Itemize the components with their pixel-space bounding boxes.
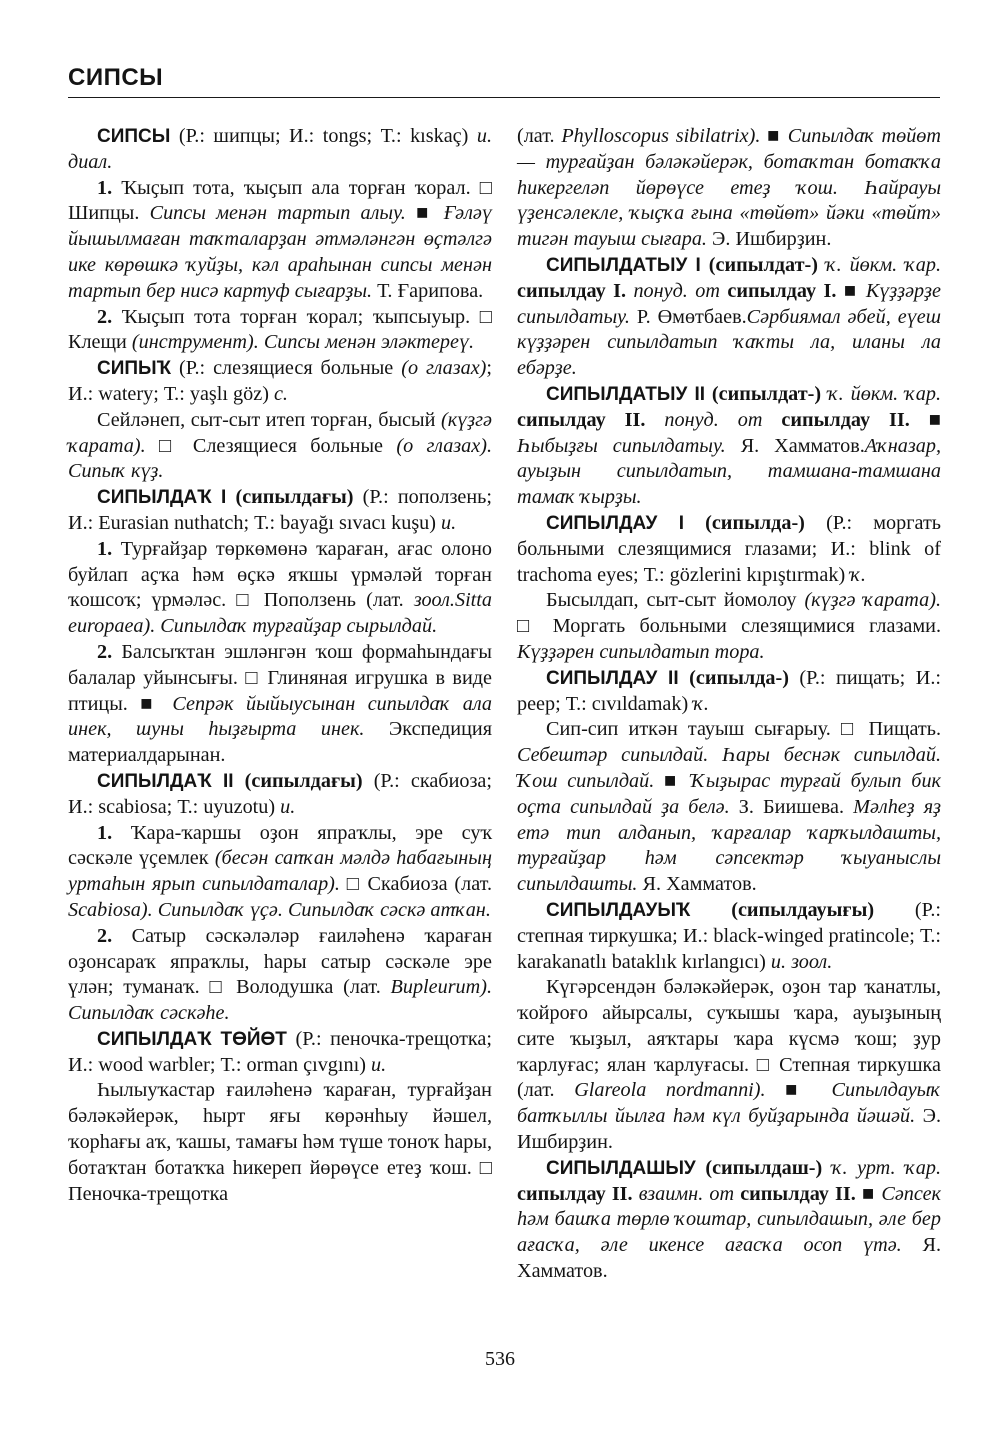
headword-form: (сипылда-) — [683, 511, 805, 534]
text: (лат. — [517, 125, 562, 147]
headword-form: (сипылдат-) — [700, 253, 818, 276]
text: (Р.: степная тиркушка; И.: black-winged pratincole; Т.: karakanatlı bataklık kırlangıcı) — [517, 898, 941, 973]
label: с. — [273, 382, 288, 405]
label: ҡ. йөкм. ҡар. — [817, 253, 941, 276]
dictionary-paragraph — [68, 821, 492, 924]
text: Турғайҙар төркөмөнә ҡараған, ағас олоно буйлап аҫҡа һәм өҫкә яҡшы үрмәләй торған ҡошсоҡ; үрмәләс. □ Поползень (лат. — [68, 537, 492, 612]
headword: СИПЫЛДАҠ II — [97, 770, 234, 792]
dictionary-paragraph — [517, 124, 941, 253]
headword-form: (сипылдат-) — [705, 382, 822, 405]
label: Sitta europaea). Сипылдаҡ турғайҙар сырылдай. — [68, 589, 492, 638]
author: З. Биишева. — [729, 795, 845, 818]
author: Э. Ишбирҙин. — [517, 1105, 941, 1154]
text: Сейләнеп, сыт-сыт итеп торған, бысый — [97, 408, 442, 431]
label: понуд. от — [626, 279, 720, 302]
label: и. — [370, 1053, 387, 1076]
label: (о глазах) — [401, 357, 487, 380]
ref: сипылдау I. — [517, 279, 627, 302]
headword-form: (сипылдауығы) — [690, 898, 875, 921]
author: Я. Хамматов. — [637, 873, 757, 896]
separator: ■ — [909, 408, 941, 431]
ref: сипылдау II. — [517, 408, 646, 431]
label: ҡ. йөкм. ҡар. — [821, 382, 941, 405]
label: (күҙгә ҡарата). — [804, 589, 941, 612]
text: Күгәрсендән бәләкәйерәк, оҙон тар ҡанатлы, ҡойроғо айырсалы, суҡышы ҡара, ауыҙының сите ҡыҙыл, аяҡтары ҡара күсмә ҡош; ҙур ҡарлуғас; ялан ҡарлуғасы. □ Степная тиркушка (лат. — [517, 976, 941, 1102]
dictionary-paragraph — [517, 666, 941, 718]
label: (бесән сапҡан мәлдә һабағының уртаһын ярып сипылдаталар). — [68, 847, 492, 896]
headword: СИПЫЛДАҠ I — [97, 487, 227, 509]
dictionary-paragraph — [68, 769, 492, 821]
ref: сипылдау II. — [762, 408, 910, 431]
label: (о глазах). Сипыҡ күҙ. — [68, 434, 492, 483]
ref: сипылдау II. — [734, 1182, 856, 1205]
label: взаимн. от — [632, 1182, 735, 1205]
header-rule — [68, 97, 940, 98]
label: Glareola nordmanni). — [574, 1079, 766, 1102]
headword-form: (сипылдағы) — [226, 486, 354, 509]
text: Һылыуҡастар ғаиләһенә ҡараған, турғайҙан бәләкәйерәк, һырт яғы көрәнһыу йәшел, ҡорһағы аҡ, ҡашы, тамағы һәм түше тоноҡ һары, ботаҡтан ботаҡҡа һикереп йөрөүсе етеҙ ҡош. □ Пеночка-трещотка — [68, 1079, 492, 1205]
text: Балсыҡтан эшләнгән ҡош формаһындағы балалар уйынсығы. □ Глиняная игрушка в виде птицы. — [68, 640, 492, 715]
ref: сипылдау I. — [719, 279, 837, 302]
text: ; И.: watery; Т.: yaşlı göz) — [68, 357, 492, 405]
headword: СИПЫЛДАШЫУ — [546, 1157, 696, 1179]
dictionary-paragraph — [68, 356, 492, 408]
separator: ■ — [654, 769, 691, 792]
separator: ■ — [855, 1182, 882, 1205]
text: Сатыр сәскәләләр ғаиләһенә ҡараған оҙонсараҡ япраҡлы, һары сатыр сәскәле эре үлән; туманаҡ. □ Володушка (лат. — [68, 924, 492, 999]
text: (Р.: пеночка-трещотка; И.: wood warbler; Т.: orman çıvgını) — [68, 1027, 492, 1076]
label: Себештәр сипылдай. Һары беснәк сипылдай. Ҡош сипылдай. — [517, 744, 941, 792]
headword: СИПЫЛДАТЫУ II — [546, 383, 706, 405]
label: ҡ. урт. ҡар. — [822, 1156, 942, 1179]
dictionary-paragraph — [517, 898, 941, 975]
label: (күҙгә ҡарата). — [68, 408, 492, 457]
author: Экспедиция материалдарынан. — [68, 718, 492, 767]
running-head: СИПСЫ — [68, 64, 164, 91]
text: Бысылдап, сыт-сыт йомолоу — [546, 589, 805, 612]
label: и. диал. — [68, 125, 492, 173]
quote: Сипылдаҡ төйөт — турғайҙан бәләкәйерәк, ботаҡтан ботаҡҡа һикергеләп йөрөүсе етеҙ ҡош. Һайрауы үҙенсәлекле, ҡыҫҡа ғына «төйөт» йәки «төйт» тигән тауыш сығара. — [517, 125, 941, 251]
sense-number: 1. — [97, 821, 113, 844]
headword: СИПЫЛДАУЫҠ — [546, 899, 691, 921]
dictionary-paragraph — [517, 253, 941, 382]
separator: ■ — [405, 202, 444, 225]
label: ҡ. — [850, 563, 866, 586]
headword: СИПЫЛДАУ II — [546, 667, 679, 689]
label: и. зоол. — [770, 950, 833, 973]
dictionary-paragraph — [517, 717, 941, 898]
text: (Р.: скабиоза; И.: scabiosa; Т.: uyuzotu) — [68, 769, 493, 818]
author: Я. Хамматов. — [725, 434, 865, 457]
label: и. — [441, 511, 457, 534]
right-column — [517, 124, 941, 1285]
text: Сип-сип иткән тауыш сығарыу. □ Пищать. — [546, 718, 941, 741]
quote: Ғәләү йышылмаған таҡталарҙан әтмәләнгән өҫтәлгә ике көрөшкә ҡуйҙы, кәл араһынан сипсы менән тартып бер нисә картуф сығарҙы. — [68, 202, 492, 302]
dictionary-paragraph — [68, 924, 492, 1027]
left-column — [68, 124, 492, 1207]
sense-number: 2. — [97, 640, 113, 663]
page-number: 536 — [485, 1348, 515, 1370]
sense-number: 2. — [97, 305, 113, 328]
label: Bupleurum). Сипылдаҡ сәскәһе. — [68, 976, 492, 1025]
author: Р. Өмөтбаев. — [629, 305, 747, 328]
dictionary-paragraph — [68, 1027, 492, 1079]
headword: СИПЫЛДАУ I — [546, 512, 684, 534]
dictionary-paragraph — [68, 124, 492, 176]
headword-form: (сипылдағы) — [233, 769, 363, 792]
label: понуд. от — [645, 408, 763, 431]
text: Ҡыҫып тота торған ҡорал; ҡыпсыуыр. □ Клещи — [68, 305, 492, 354]
headword-form: (сипылдаш-) — [695, 1156, 823, 1179]
sense-number: 2. — [97, 924, 113, 947]
separator: ■ — [760, 125, 788, 147]
headword: СИПЫЛДАТЫУ I — [546, 254, 701, 276]
text: Ҡара-ҡаршы оҙон япраҡлы, эре суҡ сәскәле үҫемлек — [68, 821, 492, 870]
separator: ■ — [127, 692, 173, 715]
headword-form: (сипылда-) — [678, 666, 789, 689]
label: Күҙҙәрен сипылдатып тора. — [517, 640, 765, 663]
text: (Р.: слезящиеся больные — [171, 357, 402, 380]
text: □ Слезящиеся больные — [145, 434, 397, 457]
dictionary-paragraph — [68, 485, 492, 537]
dictionary-paragraph — [68, 537, 492, 640]
headword: СИПСЫ — [97, 126, 171, 147]
label: и. — [280, 795, 296, 818]
text: Ҡыҫып тота, ҡыҫып ала торған ҡорал. □ Шипцы. — [68, 176, 492, 225]
dictionary-paragraph — [68, 640, 492, 769]
dictionary-paragraph — [68, 408, 492, 485]
quote: Ҡыҙырас турғай булып бик оҫта сипылдай ҙа белә. — [517, 769, 941, 818]
text: (Р.: моргать больными слезящимися глазами; И.: blink of trachoma eyes; Т.: gözlerini kıpıştırmak) — [517, 511, 941, 586]
label: Scabiosa). Сипылдаҡ үҫә. Сипылдаҡ сәскә атҡан. — [68, 898, 491, 921]
quote: Сәпсек һәм башҡа төрлө ҡоштар, сипылдашып, әле бер ағасҡа, әле икенсе ағасҡа осоп үтә. — [517, 1182, 941, 1257]
separator: ■ — [836, 279, 866, 302]
quote: Сепрәк йыйыусынан сипылдаҡ ала инек, шуны һыҙғырта инек. — [68, 692, 492, 741]
separator: ■ — [765, 1079, 832, 1102]
text: (Р.: поползень; И.: Eurasian nuthatch; Т.: bayağı sıvacı kuşu) — [68, 486, 492, 534]
text: (Р.: шипцы; И.: tongs; Т.: kıskaç) — [170, 125, 477, 147]
author: Т. Ғарипова. — [372, 279, 484, 302]
headword: СИПЫЛДАҠ ТӨЙӨТ — [97, 1028, 287, 1050]
quote: Сәрбиямал әбей, еүеш күҙҙәрен сипылдатып ҡаҡты ла, иланы ла ебәрҙе. — [517, 305, 941, 380]
sense-number: 1. — [97, 176, 113, 199]
author: Я. Хамматов. — [517, 1234, 941, 1283]
quote: Һыбыҙғы сипылдатыу. — [517, 434, 726, 457]
headword: СИПЫҠ — [97, 358, 172, 380]
quote: Мәлһеҙ яҙ етә тип алданып, ҡарғалар ҡарҡылдашты, турғайҙар һәм сәпсектәр ҡыуаныслы сипылдашты. — [517, 795, 941, 896]
dictionary-paragraph — [68, 1078, 492, 1207]
quote: Күҙҙәрҙе сипылдатыу. — [517, 279, 941, 328]
dictionary-paragraph — [517, 511, 941, 588]
text: □ Моргать больными слезящимися глазами. — [517, 615, 941, 638]
quote: Аҡназар, ауыҙын сипылдатып, тамшана-тамшана тамаҡ ҡырҙы. — [517, 434, 941, 509]
dictionary-paragraph — [517, 975, 941, 1156]
ref: сипылдау II. — [517, 1182, 633, 1205]
label: (инструмент). Сипсы менән эләктереү. — [131, 331, 475, 354]
label: зоол. — [413, 589, 455, 612]
dictionary-paragraph — [517, 382, 941, 511]
dictionary-paragraph — [68, 176, 492, 305]
label: ҡ. — [693, 692, 709, 715]
dictionary-paragraph — [517, 1156, 941, 1285]
quote: Сипылдауыҡ батҡыллы йылға һәм күл буйҙарында йәшәй. — [517, 1079, 941, 1128]
label: Сипсы менән тартып алыу. — [149, 202, 406, 225]
label: Phylloscopus sibilatrix). — [561, 125, 761, 147]
text: □ Скабиоза (лат. — [339, 873, 492, 896]
sense-number: 1. — [97, 537, 113, 560]
dictionary-paragraph — [517, 588, 941, 665]
author: Э. Ишбирҙин. — [706, 228, 832, 251]
text: (Р.: пищать; И.: peep; Т.: cıvıldamak) — [517, 666, 941, 715]
dictionary-paragraph — [68, 305, 492, 357]
